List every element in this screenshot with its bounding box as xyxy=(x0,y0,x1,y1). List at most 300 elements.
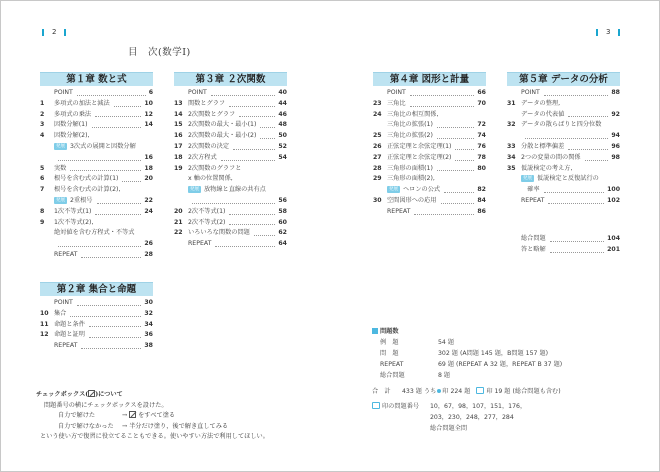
entry-label-wrap xyxy=(54,341,77,352)
leader-dots xyxy=(211,95,276,96)
leader-dots xyxy=(81,348,141,349)
toc-entry[interactable] xyxy=(174,99,287,110)
toc-entry[interactable] xyxy=(40,185,153,196)
toc-entry[interactable] xyxy=(40,228,153,239)
toc-entry[interactable] xyxy=(507,174,620,185)
entry-label: POINT xyxy=(521,89,540,96)
case-action: 半分だけ塗り，後で解き直してみる xyxy=(129,422,229,430)
entry-number: 27 xyxy=(373,153,382,161)
entry-label: 関数とグラフ xyxy=(188,99,226,107)
toc-entry[interactable] xyxy=(373,185,486,196)
entry-label-wrap xyxy=(387,164,433,175)
entry-page: 36 xyxy=(144,331,153,339)
toc-entry[interactable] xyxy=(174,110,287,121)
leader-dots xyxy=(89,326,141,327)
entry-page: 102 xyxy=(607,196,620,204)
chapter-2-list xyxy=(40,298,153,352)
pic-note: (総合問題も含む) xyxy=(512,388,561,395)
leader-dots xyxy=(441,203,475,204)
entry-label: 分散と標準偏差 xyxy=(521,142,565,150)
note-case-1 xyxy=(36,411,269,422)
leader-dots xyxy=(70,316,141,317)
entry-label-wrap xyxy=(54,228,134,239)
toc-entry[interactable] xyxy=(507,131,620,142)
toc-entry[interactable] xyxy=(373,120,486,131)
leader-dots xyxy=(77,305,142,306)
entry-page: 10 xyxy=(144,99,153,107)
toc-entry[interactable] xyxy=(174,164,287,175)
leader-dots xyxy=(550,252,604,253)
toc-entry[interactable] xyxy=(40,298,153,309)
entry-label: 絶対値を含む方程式・不等式 xyxy=(54,229,135,237)
entry-label: 多項式の乗法 xyxy=(54,110,92,118)
entry-page: 96 xyxy=(611,142,620,150)
toc-entry[interactable] xyxy=(40,218,153,229)
entry-page: 48 xyxy=(278,121,287,129)
stats-row xyxy=(372,370,562,381)
stats-label: 例 題 xyxy=(380,339,399,346)
note-line-1: 問題番号の横にチェックボックスを設けた。 xyxy=(44,401,168,409)
entry-label-wrap xyxy=(387,88,406,99)
entry-number: 29 xyxy=(373,175,382,183)
entry-label: 2次関数のグラフと xyxy=(188,164,242,172)
checkbox-icon xyxy=(129,411,136,418)
total-of: うち xyxy=(423,388,437,395)
leader-dots xyxy=(70,170,141,171)
stats-label: 問 題 xyxy=(380,350,399,357)
entry-label-wrap xyxy=(387,196,437,207)
toc-entry[interactable] xyxy=(174,88,287,99)
entry-label-wrap xyxy=(54,309,66,320)
entry-label-wrap xyxy=(188,239,211,250)
entry-label-wrap xyxy=(188,153,217,164)
chapter-1-list xyxy=(40,88,153,261)
toc-entry[interactable] xyxy=(373,196,486,207)
picture-mark-icon xyxy=(476,387,484,394)
entry-page: 82 xyxy=(477,186,486,194)
leader-dots xyxy=(437,170,474,171)
entry-label-wrap xyxy=(188,88,207,99)
entry-label-wrap xyxy=(188,131,256,142)
toc-entry[interactable] xyxy=(40,142,153,153)
stats-label: 総合問題 xyxy=(380,372,405,379)
toc-entry[interactable] xyxy=(174,207,287,218)
entry-label: POINT xyxy=(54,299,73,306)
page-number-right xyxy=(596,28,620,36)
entry-page: 34 xyxy=(144,320,153,328)
entry-label: 空間図形への応用 xyxy=(387,196,437,204)
leader-dots xyxy=(410,95,475,96)
stats-heading-text: 問題数 xyxy=(380,328,399,335)
stats-count: 302 題 xyxy=(438,350,458,357)
toc-entry[interactable] xyxy=(373,153,486,164)
entry-number: 14 xyxy=(174,110,183,118)
entry-label-wrap xyxy=(387,207,410,218)
toc-entry[interactable] xyxy=(174,120,287,131)
entry-label-wrap xyxy=(54,88,73,99)
entry-page: 88 xyxy=(611,89,620,96)
entry-label-wrap xyxy=(521,142,564,153)
entry-label-wrap xyxy=(521,88,540,99)
entry-label-wrap xyxy=(54,298,73,309)
entry-page: 52 xyxy=(278,142,287,150)
entry-label: 総合問題 xyxy=(521,235,546,242)
entry-label-wrap xyxy=(188,228,250,239)
entry-label-wrap xyxy=(54,164,66,175)
stats-heading xyxy=(372,326,562,337)
dot-count: 224 題 xyxy=(450,388,471,395)
entry-label: 1次不等式(2), xyxy=(54,218,94,226)
entry-label: x 軸の位置関係, xyxy=(188,175,233,183)
leader-dots xyxy=(260,127,275,128)
entry-label-wrap xyxy=(387,99,406,110)
leader-dots xyxy=(58,160,141,161)
entry-label-wrap xyxy=(188,110,235,121)
toc-entry[interactable] xyxy=(507,196,620,207)
toc-entry[interactable] xyxy=(174,185,287,196)
chapter-3-heading: 第３章 ２次関数 xyxy=(174,72,287,86)
toc-entry[interactable] xyxy=(40,320,153,331)
entry-label-wrap xyxy=(54,131,89,142)
entry-label: REPEAT xyxy=(54,250,78,258)
leader-dots xyxy=(239,116,275,117)
case-action: をすべて塗る xyxy=(138,412,176,419)
advanced-badge: 発展 xyxy=(56,143,65,149)
total-count: 433 題 xyxy=(401,388,422,395)
page-marker-icon xyxy=(64,29,66,36)
entry-label: 2次不等式(1) xyxy=(188,207,226,215)
leader-dots xyxy=(568,149,608,150)
entry-label-wrap xyxy=(521,120,601,131)
page-number-text: 3 xyxy=(606,28,611,36)
entry-page: 44 xyxy=(278,99,287,107)
leader-dots xyxy=(410,106,475,107)
pic-numbers-line: 10，67，98，107，151，176， xyxy=(430,403,527,410)
leader-dots xyxy=(544,192,605,193)
entry-label: いろいろな関数の問題 xyxy=(188,229,250,237)
toc-entry[interactable] xyxy=(40,309,153,320)
entry-label: 2つの変量の間の関係 xyxy=(521,153,581,161)
toc-entry[interactable] xyxy=(373,110,486,121)
toc-entry-comprehensive[interactable] xyxy=(507,234,620,245)
stats-total-row xyxy=(372,386,562,397)
entry-label: 実数 xyxy=(54,164,67,172)
entry-label-wrap xyxy=(188,185,266,196)
total-label: 合 計 xyxy=(372,388,391,395)
checkbox-note-heading xyxy=(36,390,269,401)
entry-page: 94 xyxy=(611,132,620,140)
chapter-4-heading: 第４章 図形と計量 xyxy=(373,72,486,86)
entry-page: 14 xyxy=(144,121,153,129)
toc-entry[interactable] xyxy=(174,131,287,142)
entry-number: 5 xyxy=(40,164,45,172)
entry-label: 確率 xyxy=(521,186,540,194)
entry-page: 40 xyxy=(278,89,287,96)
leader-dots xyxy=(544,95,609,96)
page-number-text: 2 xyxy=(52,28,57,36)
leader-dots xyxy=(95,116,141,117)
toc-entry[interactable] xyxy=(507,153,620,164)
leader-dots xyxy=(455,149,474,150)
entry-page: 78 xyxy=(477,153,486,161)
entry-number: 8 xyxy=(40,207,45,215)
entry-label-wrap xyxy=(54,185,120,196)
toc-entry[interactable] xyxy=(373,164,486,175)
entry-number: 33 xyxy=(507,142,516,150)
entry-page: 56 xyxy=(278,196,287,204)
stats-row xyxy=(372,337,562,348)
entry-number: 31 xyxy=(507,99,516,107)
entry-label: 三角比 xyxy=(387,99,406,107)
entry-page: 60 xyxy=(278,218,287,226)
leader-dots xyxy=(215,246,275,247)
entry-label: 多項式の加法と減法 xyxy=(54,99,110,107)
entry-label-wrap xyxy=(521,164,572,175)
toc-entry[interactable] xyxy=(40,153,153,164)
pic-numbers-line: 総合問題全問 xyxy=(430,425,468,432)
entry-label-wrap xyxy=(188,120,256,131)
entry-page: 72 xyxy=(477,121,486,129)
note-heading-post: )について xyxy=(95,391,123,398)
checkbox-note xyxy=(36,390,269,443)
entry-label: REPEAT xyxy=(387,207,411,215)
leader-dots xyxy=(92,127,142,128)
entry-page: 28 xyxy=(144,250,153,258)
pic-numbers xyxy=(372,401,562,434)
entry-number: 16 xyxy=(174,132,183,140)
entry-page: 54 xyxy=(278,153,287,161)
entry-number: 15 xyxy=(174,121,183,129)
entry-label: データの代表値 xyxy=(521,110,565,118)
toc-entry[interactable] xyxy=(507,142,620,153)
toc-entry[interactable] xyxy=(40,131,153,142)
entry-label-wrap xyxy=(521,110,564,121)
entry-number: 35 xyxy=(507,164,516,172)
entry-number: 6 xyxy=(40,175,45,183)
leader-dots xyxy=(81,257,141,258)
toc-entry[interactable] xyxy=(40,196,153,207)
entry-page: 100 xyxy=(607,186,620,194)
toc-entry[interactable] xyxy=(373,99,486,110)
entry-label: POINT xyxy=(54,89,73,96)
entry-label-wrap xyxy=(521,153,581,164)
entry-number: 2 xyxy=(40,110,45,118)
toc-entry[interactable] xyxy=(174,142,287,153)
entry-label: 集合 xyxy=(54,309,67,317)
entry-page: 92 xyxy=(611,110,620,118)
toc-entry[interactable] xyxy=(373,131,486,142)
toc-entry[interactable] xyxy=(40,207,153,218)
entry-label-wrap xyxy=(387,110,438,121)
entry-page: 76 xyxy=(477,142,486,150)
note-case-2 xyxy=(36,422,269,433)
toc-entry[interactable] xyxy=(40,99,153,110)
entry-page: 22 xyxy=(144,196,153,204)
arrow-icon: → xyxy=(121,422,128,430)
entry-label: 仮説検定と反復試行の xyxy=(537,175,599,183)
entry-page: 12 xyxy=(144,110,153,118)
entry-label-wrap xyxy=(387,185,440,196)
entry-page: 32 xyxy=(144,309,153,317)
page-marker-icon xyxy=(596,29,598,36)
page-marker-icon xyxy=(618,29,620,36)
entry-number: 32 xyxy=(507,121,516,129)
pic-label: 印 xyxy=(486,388,493,395)
leader-dots xyxy=(260,138,275,139)
leader-dots xyxy=(229,224,275,225)
page-number-left xyxy=(42,28,66,36)
pic-count: 19 題 xyxy=(494,388,511,395)
pic-numbers-line: 203，230，248，277，284 xyxy=(430,414,514,421)
entry-page: 16 xyxy=(144,153,153,161)
chapter-5-heading: 第５章 データの分析 xyxy=(507,72,620,86)
leader-dots xyxy=(221,160,276,161)
toc-entry[interactable] xyxy=(40,110,153,121)
entry-label-wrap xyxy=(387,174,435,185)
entry-page: 62 xyxy=(278,229,287,237)
leader-dots xyxy=(122,181,141,182)
entry-label: ヘロンの公式 xyxy=(403,186,441,194)
toc-entry[interactable] xyxy=(174,218,287,229)
toc-title: 目 次(数学Ⅰ) xyxy=(128,47,191,58)
toc-entry[interactable] xyxy=(174,239,287,250)
entry-number: 26 xyxy=(373,142,382,150)
toc-entry[interactable] xyxy=(373,88,486,99)
toc-entry[interactable] xyxy=(40,164,153,175)
leader-dots xyxy=(254,235,276,236)
toc-entry[interactable] xyxy=(507,164,620,175)
leader-dots xyxy=(548,203,604,204)
entry-label-wrap xyxy=(188,164,241,175)
toc-entry[interactable] xyxy=(373,142,486,153)
toc-entry[interactable] xyxy=(40,330,153,341)
entry-label: 命題と条件 xyxy=(54,320,85,328)
case-label: 自力で解けた xyxy=(58,412,96,419)
entry-page: 18 xyxy=(144,164,153,172)
leader-dots xyxy=(568,116,608,117)
entry-label-wrap xyxy=(387,153,451,164)
entry-label-wrap xyxy=(54,99,110,110)
entry-number: 1 xyxy=(40,99,45,107)
entry-label: REPEAT xyxy=(54,342,78,350)
leader-dots xyxy=(77,95,146,96)
entry-label: 2次関数の最大・最小(2) xyxy=(188,132,257,140)
toc-entry[interactable] xyxy=(174,174,287,185)
entry-label-wrap xyxy=(188,207,225,218)
entry-number: 3 xyxy=(40,121,45,129)
entry-page: 66 xyxy=(477,89,486,96)
entry-page: 38 xyxy=(144,342,153,350)
entry-label: 2次関数とグラフ xyxy=(188,110,236,118)
chapter-1-heading: 第１章 数と式 xyxy=(40,72,153,86)
entry-number: 34 xyxy=(507,153,516,161)
leader-dots xyxy=(550,241,604,242)
dot-mark-icon xyxy=(437,389,441,393)
entry-number: 4 xyxy=(40,132,45,140)
entry-label: 三角形の面積(1) xyxy=(387,164,433,172)
toc-entry[interactable] xyxy=(40,250,153,261)
leader-dots xyxy=(95,214,141,215)
chapter-5-list xyxy=(507,88,620,207)
entry-number: 19 xyxy=(174,164,183,172)
toc-entry[interactable] xyxy=(373,174,486,185)
entry-label: 放物線と直線の共有点 xyxy=(204,186,266,194)
entry-label: 仮説検定の考え方, xyxy=(521,164,573,172)
entry-label-wrap xyxy=(521,99,560,110)
leader-dots xyxy=(89,337,141,338)
entry-page: 30 xyxy=(144,299,153,306)
stats-row xyxy=(372,359,562,370)
toc-entry[interactable] xyxy=(174,196,287,207)
leader-dots xyxy=(58,246,141,247)
toc-entry[interactable] xyxy=(174,153,287,164)
entry-page: 80 xyxy=(477,164,486,172)
toc-entry[interactable] xyxy=(40,88,153,99)
entry-page: 46 xyxy=(278,110,287,118)
toc-entry[interactable] xyxy=(373,207,486,218)
toc-entry-answers[interactable] xyxy=(507,245,620,256)
entry-number: 10 xyxy=(40,309,49,317)
entry-number: 23 xyxy=(373,99,382,107)
entry-label-wrap xyxy=(54,207,91,218)
entry-number: 25 xyxy=(373,132,382,140)
toc-entry[interactable] xyxy=(507,88,620,99)
leader-dots xyxy=(114,106,142,107)
chapter-3-list xyxy=(174,88,287,250)
entry-label: 1次不等式(1) xyxy=(54,207,92,215)
entry-label: POINT xyxy=(387,89,406,96)
entry-label: 正弦定理と余弦定理(1) xyxy=(387,142,452,150)
leader-dots xyxy=(233,149,275,150)
toc-entry[interactable] xyxy=(507,110,620,121)
entry-page: 70 xyxy=(477,99,486,107)
toc-entry[interactable] xyxy=(507,99,620,110)
entry-label-wrap xyxy=(188,174,233,185)
entry-label: 正弦定理と余弦定理(2) xyxy=(387,153,452,161)
leader-dots xyxy=(455,160,474,161)
chapter-2-heading: 第２章 集合と命題 xyxy=(40,282,153,296)
entry-label-wrap xyxy=(54,250,77,261)
toc-entry[interactable] xyxy=(40,174,153,185)
toc-entry[interactable] xyxy=(174,228,287,239)
stats-count: 8 題 xyxy=(438,372,451,379)
toc-entry[interactable] xyxy=(507,185,620,196)
advanced-badge: 発展 xyxy=(389,187,398,193)
entry-label-wrap xyxy=(54,320,85,331)
toc-entry[interactable] xyxy=(40,239,153,250)
stats-row xyxy=(372,348,562,359)
entry-label: 2次不等式(2) xyxy=(188,218,226,226)
leader-dots xyxy=(437,127,474,128)
advanced-badge: 発展 xyxy=(56,197,65,203)
entry-label-wrap xyxy=(54,196,93,207)
entry-label: 2次方程式 xyxy=(188,153,217,161)
toc-entry[interactable] xyxy=(507,120,620,131)
toc-entry[interactable] xyxy=(40,120,153,131)
entry-label: データの散らばりと四分位数 xyxy=(521,121,602,129)
entry-number: 20 xyxy=(174,207,183,215)
leader-dots xyxy=(229,106,275,107)
toc-entry[interactable] xyxy=(40,341,153,352)
entry-label-wrap xyxy=(387,142,451,153)
entry-label: 命題と証明 xyxy=(54,331,85,339)
leader-dots xyxy=(97,203,142,204)
page-marker-icon xyxy=(42,29,44,36)
entry-label: REPEAT xyxy=(521,196,545,204)
leader-dots xyxy=(525,138,608,139)
advanced-badge: 発展 xyxy=(190,187,199,193)
leader-dots xyxy=(585,160,609,161)
